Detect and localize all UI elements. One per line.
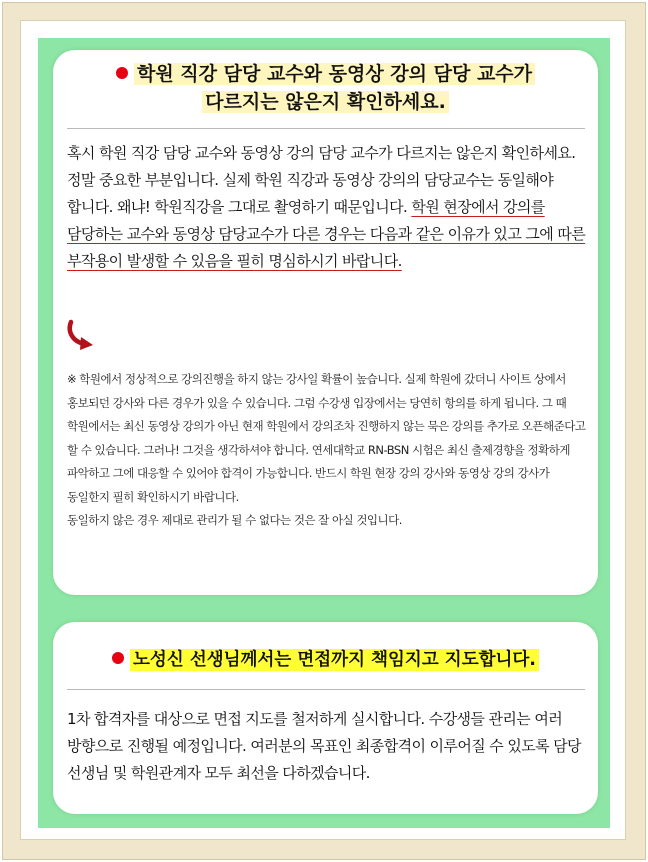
divider <box>67 128 585 129</box>
heading-text: 노성신 선생님께서는 면접까지 책임지고 지도합니다. <box>130 649 539 671</box>
instructor-check-card <box>53 50 598 595</box>
intro-emphasis: 학원 현장에서 강의를 담당하는 교수와 동영상 담당교수가 다른 경우는 다음과 같은 이유가 있고 그에 따른 부작용이 발생할 수 있음을 필히 명심하시기 바랍니다. <box>67 198 586 270</box>
intro-paragraph <box>67 140 587 275</box>
section-heading <box>53 60 598 116</box>
note-last-line: 동일하지 않은 경우 제대로 관리가 될 수 없다는 것은 잘 아실 것입니다. <box>67 513 402 527</box>
interview-card <box>53 622 598 814</box>
curved-arrow-icon <box>65 318 101 354</box>
heading-line-2: 다르지는 않은지 확인하세요. <box>202 91 449 113</box>
body-paragraph: 1차 합격자를 대상으로 면접 지도를 철저하게 실시합니다. 수강생들 관리는 여러 방향으로 진행될 예정입니다. 여러분의 목표인 최종합격이 이루어질 수 있도록 담당 선생님 및 학원관계자 모두 최선을 다하겠습니다. <box>67 710 581 782</box>
note-text: ※ 학원에서 정상적으로 강의진행을 하지 않는 강사일 확률이 높습니다. 실제 학원에 갔더니 사이트 상에서 홍보되던 강사와 다른 경우가 있을 수 있습니다. 그럼 수강생 입장에서는 당연히 항의를 하게 됩니다. 그 때 학원에서는 최신 동영상 강의가 아닌 현재 학원에서 강의조차 진행하지 않는 묵은 강의를 추가로 오픈해준다고 할 수 있습니다. 그러나! 그것을 생각하셔야 합니다. 연세대학교 RN-BSN 시험은 최신 출제경향을 정확하게 파악하고 그에 대응할 수 있어야 합격이 가능합니다. 반드시 학원 현장 강의 강사와 동영상 강의 강사가 동일한지 필히 확인하시기 바랍니다. <box>67 372 586 504</box>
divider <box>67 689 585 690</box>
red-bullet-icon <box>112 652 124 664</box>
intro-text: 혹시 학원 직강 담당 교수와 동영상 강의 담당 교수가 다르지는 않은지 확인하세요. 정말 중요한 부분입니다. 실제 학원 직강과 동영상 강의의 담당교수는 동일해야 합니다. 왜냐! 학원직강을 그대로 촬영하기 때문입니다. <box>67 144 576 216</box>
heading-line-1: 학원 직강 담당 교수와 동영상 강의 담당 교수가 <box>134 63 535 85</box>
note-paragraph <box>67 368 587 533</box>
section-heading <box>53 646 598 674</box>
red-bullet-icon <box>116 67 128 79</box>
